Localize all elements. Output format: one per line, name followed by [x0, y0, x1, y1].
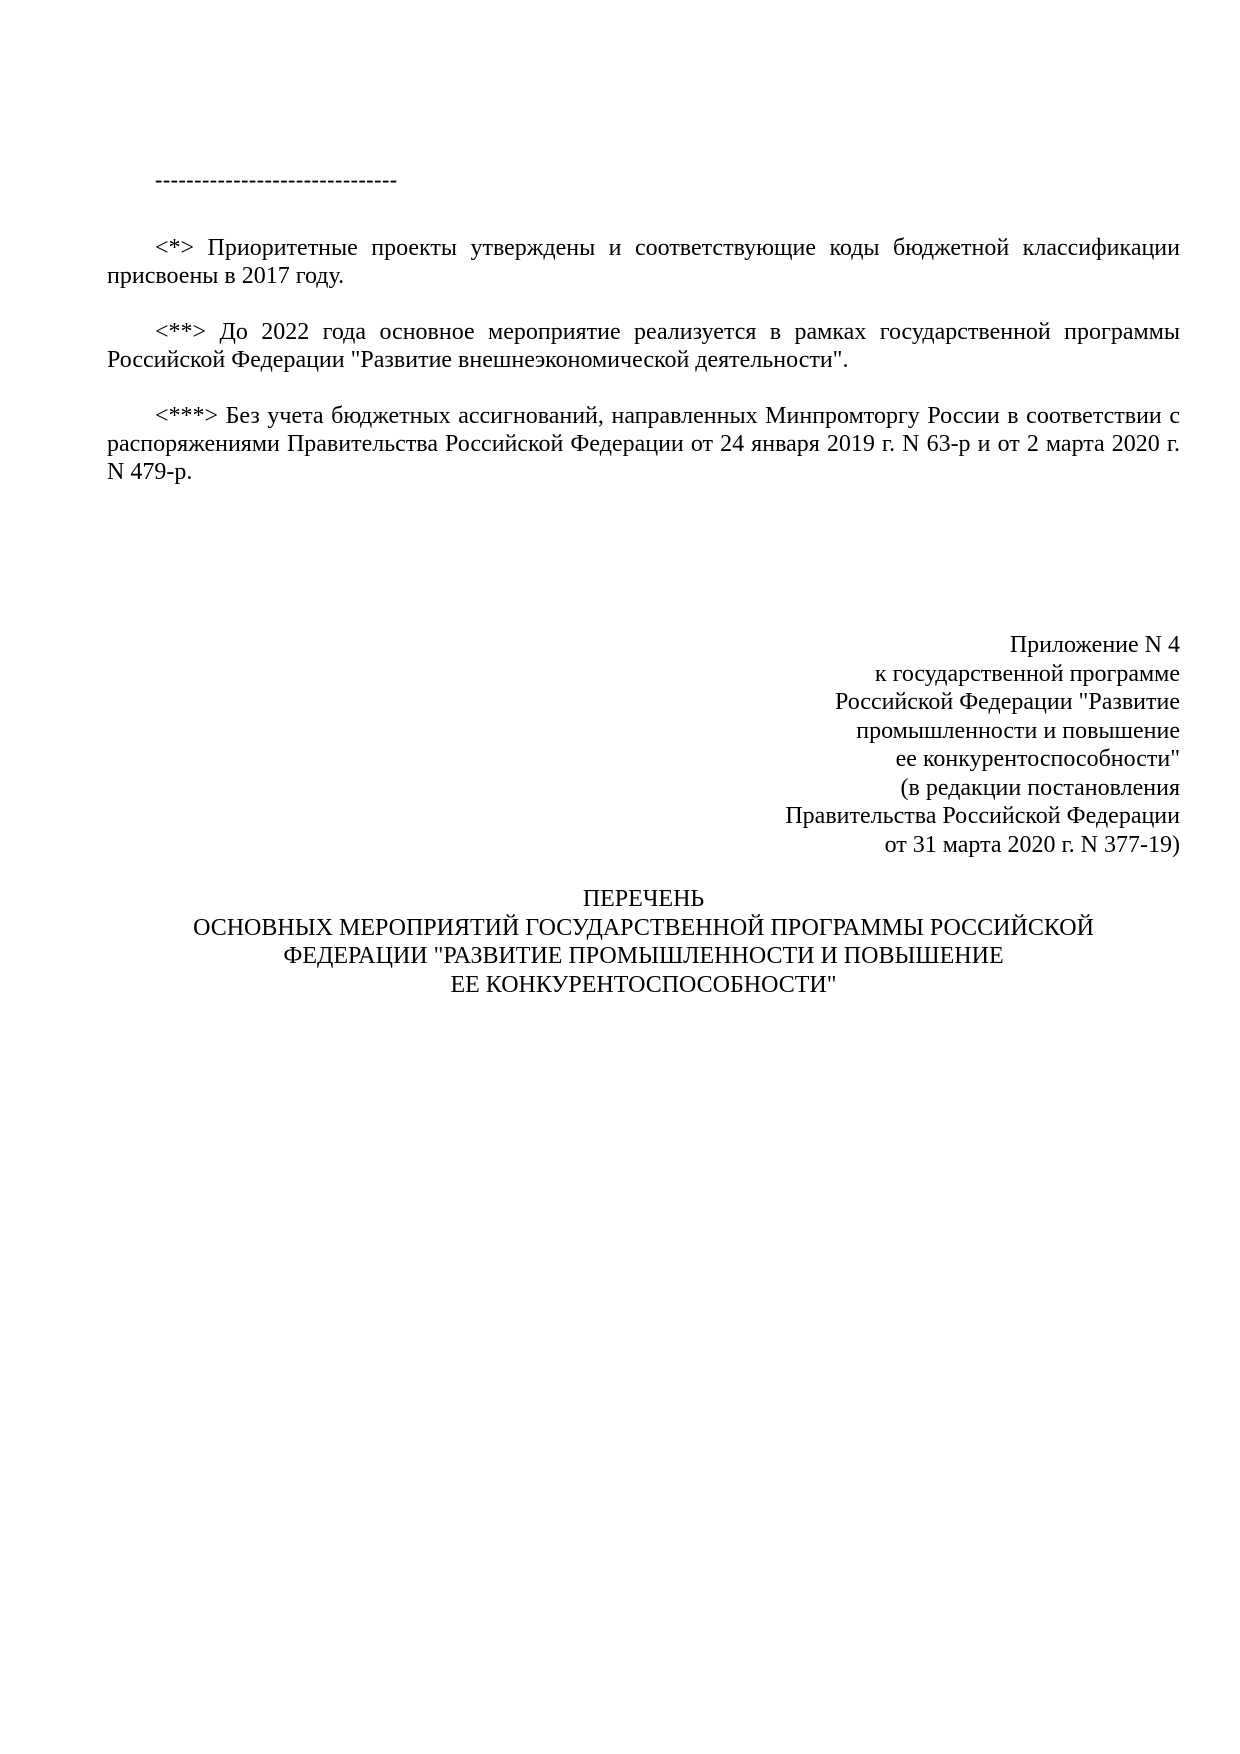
annex-line-industry: промышленности и повышение — [856, 717, 1180, 744]
title-line-competitiveness: ЕЕ КОНКУРЕНТОСПОСОБНОСТИ" — [450, 971, 837, 998]
annex-line-program: к государственной программе — [874, 660, 1180, 687]
title-line-perechen: ПЕРЕЧЕНЬ — [582, 886, 705, 912]
annex-line-number: Приложение N 4 — [1009, 632, 1180, 658]
annex-line-competitiveness: ее конкурентоспособности" — [895, 746, 1180, 772]
footnote-separator: ------------------------------- — [155, 167, 398, 192]
footnote-priority-projects: <*> Приоритетные проекты утверждены и соответствующие коды бюджетной классификации присвоены в 2017 году. — [107, 235, 1180, 289]
annex-line-date: от 31 марта 2020 г. N 377-19) — [884, 831, 1180, 858]
title-line-main-activities: ОСНОВНЫХ МЕРОПРИЯТИЙ ГОСУДАРСТВЕННОЙ ПРОГРАММЫ РОССИЙСКОЙ — [193, 914, 1094, 941]
document-title — [107, 885, 1180, 999]
annex-line-edition: (в редакции постановления — [900, 774, 1180, 801]
footnote-until-2022: <**> До 2022 года основное мероприятие реализуется в рамках государственной программы Российской Федерации "Развитие внешнеэкономической деятельности". — [107, 319, 1180, 373]
annex-line-government: Правительства Российской Федерации — [785, 803, 1180, 829]
footnote-budget-allocations: <***> Без учета бюджетных ассигнований, направленных Минпромторгу России в соответствии с распоряжениями Правительства Российской Федерации от 24 января 2019 г. N 63-р и от 2 марта 2020 г. N 479-р. — [107, 403, 1180, 485]
annex-line-federation: Российской Федерации "Развитие — [834, 689, 1180, 715]
title-line-federation-development: ФЕДЕРАЦИИ "РАЗВИТИЕ ПРОМЫШЛЕННОСТИ И ПОВЫШЕНИЕ — [283, 943, 1004, 969]
annex-reference-block — [107, 631, 1180, 859]
